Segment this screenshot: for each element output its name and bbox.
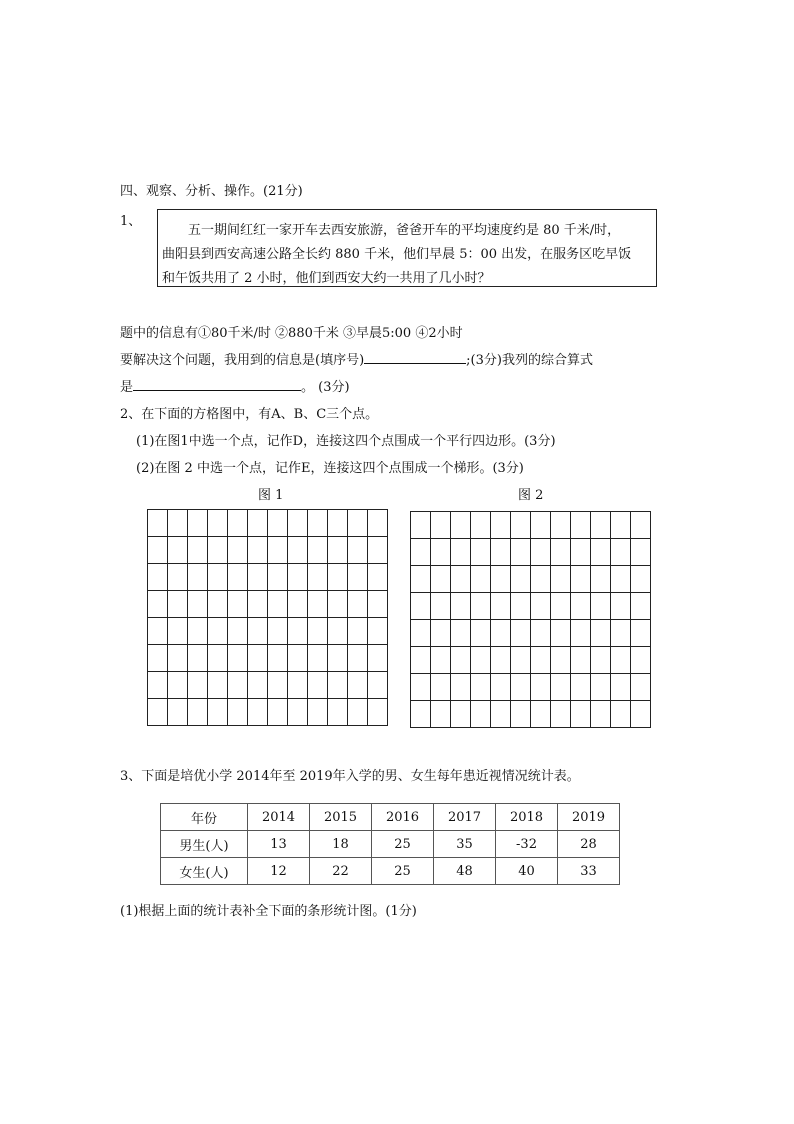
grid-row	[148, 645, 388, 672]
table-row-label: 男生(人)	[161, 831, 248, 858]
table-cell: 18	[310, 831, 372, 858]
grid-cell[interactable]	[531, 647, 551, 674]
q1-number: 1、	[120, 214, 142, 229]
q1-box-line-3: 和午饭共用了 2 小时，他们到西安大约一共用了几小时？	[162, 271, 491, 286]
grid-cell[interactable]	[471, 593, 491, 620]
grid-cell[interactable]	[248, 537, 268, 564]
grid-cell[interactable]	[348, 645, 368, 672]
grid-cell[interactable]	[411, 620, 431, 647]
figure1-grid[interactable]	[147, 509, 388, 726]
grid-cell[interactable]	[308, 699, 328, 726]
table-year-cell: 2019	[558, 804, 620, 831]
table-cell: 25	[372, 858, 434, 885]
grid-cell[interactable]	[451, 647, 471, 674]
grid-cell[interactable]	[591, 539, 611, 566]
grid-cell[interactable]	[611, 701, 631, 728]
grid-cell[interactable]	[471, 701, 491, 728]
grid-cell[interactable]	[511, 647, 531, 674]
grid-cell[interactable]	[591, 701, 611, 728]
q1-ask-prefix: 要解决这个问题，我用到的信息是(填序号)	[120, 353, 365, 368]
grid-cell[interactable]	[188, 618, 208, 645]
grid-cell[interactable]	[411, 593, 431, 620]
grid-cell[interactable]	[531, 566, 551, 593]
grid-cell[interactable]	[188, 537, 208, 564]
grid-cell[interactable]	[571, 512, 591, 539]
table-cell: 22	[310, 858, 372, 885]
grid-cell[interactable]	[228, 618, 248, 645]
grid-cell[interactable]	[631, 620, 651, 647]
q1-box-line-1: 五一期间红红一家开车去西安旅游，爸爸开车的平均速度约是 80 千米/时，	[188, 223, 621, 238]
grid-cell[interactable]	[551, 620, 571, 647]
grid-cell[interactable]	[168, 537, 188, 564]
grid-cell[interactable]	[551, 512, 571, 539]
grid-row	[148, 510, 388, 537]
table-header-row	[161, 804, 620, 831]
grid-cell[interactable]	[268, 591, 288, 618]
grid-cell[interactable]	[188, 672, 208, 699]
grid-cell[interactable]	[288, 672, 308, 699]
grid-cell[interactable]	[328, 618, 348, 645]
grid-cell[interactable]	[411, 701, 431, 728]
grid-cell[interactable]	[611, 566, 631, 593]
grid-cell[interactable]	[571, 647, 591, 674]
grid-row	[411, 674, 651, 701]
grid-cell[interactable]	[491, 620, 511, 647]
grid-cell[interactable]	[308, 510, 328, 537]
grid-cell[interactable]	[308, 537, 328, 564]
q1-formula-line	[120, 376, 350, 395]
table-cell: 35	[434, 831, 496, 858]
grid-cell[interactable]	[531, 512, 551, 539]
grid-cell[interactable]	[228, 645, 248, 672]
grid-cell[interactable]	[551, 647, 571, 674]
grid-row	[148, 699, 388, 726]
grid-cell[interactable]	[491, 539, 511, 566]
grid-row	[411, 701, 651, 728]
grid-cell[interactable]	[268, 564, 288, 591]
grid-cell[interactable]	[511, 674, 531, 701]
grid-cell[interactable]	[491, 593, 511, 620]
grid-cell[interactable]	[188, 564, 208, 591]
grid-row	[411, 512, 651, 539]
grid-cell[interactable]	[168, 618, 188, 645]
grid-cell[interactable]	[531, 701, 551, 728]
grid-cell[interactable]	[228, 672, 248, 699]
grid-cell[interactable]	[308, 672, 328, 699]
grid-cell[interactable]	[431, 566, 451, 593]
grid-cell[interactable]	[308, 591, 328, 618]
grid-cell[interactable]	[631, 647, 651, 674]
grid-cell[interactable]	[571, 593, 591, 620]
grid-cell[interactable]	[611, 674, 631, 701]
grid-cell[interactable]	[631, 593, 651, 620]
grid-cell[interactable]	[431, 593, 451, 620]
grid-cell[interactable]	[328, 510, 348, 537]
grid-cell[interactable]	[148, 618, 168, 645]
grid-cell[interactable]	[368, 618, 388, 645]
grid-cell[interactable]	[228, 510, 248, 537]
grid-cell[interactable]	[308, 645, 328, 672]
grid-cell[interactable]	[348, 537, 368, 564]
q1-info-answer-blank[interactable]	[364, 351, 466, 364]
grid-cell[interactable]	[471, 566, 491, 593]
grid-cell[interactable]	[328, 699, 348, 726]
grid-cell[interactable]	[451, 512, 471, 539]
grid-cell[interactable]	[288, 537, 308, 564]
grid-cell[interactable]	[511, 539, 531, 566]
grid-cell[interactable]	[228, 699, 248, 726]
grid-cell[interactable]	[288, 591, 308, 618]
table-year-cell: 2014	[248, 804, 310, 831]
grid-cell[interactable]	[491, 701, 511, 728]
grid-cell[interactable]	[188, 699, 208, 726]
table-row-boys	[161, 831, 620, 858]
table-year-cell: 2016	[372, 804, 434, 831]
grid-row	[411, 566, 651, 593]
grid-cell[interactable]	[168, 672, 188, 699]
q1-formula-prefix: 是	[120, 380, 134, 395]
grid-cell[interactable]	[148, 564, 168, 591]
grid-cell[interactable]	[591, 647, 611, 674]
grid-cell[interactable]	[591, 620, 611, 647]
grid-cell[interactable]	[471, 620, 491, 647]
grid-cell[interactable]	[168, 699, 188, 726]
grid-cell[interactable]	[368, 510, 388, 537]
grid-cell[interactable]	[268, 537, 288, 564]
myopia-stats-table	[160, 803, 620, 885]
grid-cell[interactable]	[611, 512, 631, 539]
grid-cell[interactable]	[611, 647, 631, 674]
grid-cell[interactable]	[611, 539, 631, 566]
grid-cell[interactable]	[208, 591, 228, 618]
grid-cell[interactable]	[348, 618, 368, 645]
table-cell: -32	[496, 831, 558, 858]
grid-cell[interactable]	[451, 593, 471, 620]
q1-problem-box	[157, 209, 657, 287]
grid-cell[interactable]	[571, 620, 591, 647]
grid-cell[interactable]	[228, 591, 248, 618]
grid-cell[interactable]	[511, 620, 531, 647]
grid-cell[interactable]	[571, 701, 591, 728]
grid-cell[interactable]	[368, 699, 388, 726]
grid-cell[interactable]	[148, 591, 168, 618]
q1-formula-answer-blank[interactable]	[133, 378, 301, 391]
table-cell: 40	[496, 858, 558, 885]
grid-cell[interactable]	[511, 512, 531, 539]
grid-cell[interactable]	[551, 539, 571, 566]
q2-stem: 2、在下面的方格图中，有A、B、C三个点。	[120, 407, 379, 422]
table-cell: 28	[558, 831, 620, 858]
grid-row	[148, 618, 388, 645]
grid-cell[interactable]	[208, 645, 228, 672]
grid-cell[interactable]	[491, 566, 511, 593]
grid-cell[interactable]	[471, 674, 491, 701]
grid-row	[411, 539, 651, 566]
q1-info-line: 题中的信息有①80千米/时 ②880千米 ③早晨5:00 ④2小时	[120, 326, 463, 341]
grid-cell[interactable]	[248, 591, 268, 618]
q2-sub2: (2)在图 2 中选一个点，记作E，连接这四个点围成一个梯形。(3分)	[136, 461, 524, 476]
grid-cell[interactable]	[631, 512, 651, 539]
grid-cell[interactable]	[491, 512, 511, 539]
grid-row	[148, 564, 388, 591]
grid-cell[interactable]	[268, 672, 288, 699]
grid-cell[interactable]	[451, 620, 471, 647]
grid-cell[interactable]	[228, 564, 248, 591]
grid-cell[interactable]	[148, 537, 168, 564]
grid-cell[interactable]	[471, 647, 491, 674]
grid-cell[interactable]	[631, 701, 651, 728]
grid-cell[interactable]	[248, 645, 268, 672]
grid-cell[interactable]	[208, 672, 228, 699]
grid-cell[interactable]	[531, 539, 551, 566]
grid-cell[interactable]	[288, 699, 308, 726]
grid-cell[interactable]	[248, 672, 268, 699]
grid-cell[interactable]	[571, 674, 591, 701]
grid-cell[interactable]	[168, 591, 188, 618]
grid-row	[148, 591, 388, 618]
figure2-label: 图 2	[518, 488, 544, 503]
grid-cell[interactable]	[571, 539, 591, 566]
grid-cell[interactable]	[411, 674, 431, 701]
grid-cell[interactable]	[471, 539, 491, 566]
grid-cell[interactable]	[248, 510, 268, 537]
table-row-label: 女生(人)	[161, 858, 248, 885]
grid-row	[411, 593, 651, 620]
grid-cell[interactable]	[591, 512, 611, 539]
grid-cell[interactable]	[451, 674, 471, 701]
grid-cell[interactable]	[208, 510, 228, 537]
grid-cell[interactable]	[411, 647, 431, 674]
grid-cell[interactable]	[348, 564, 368, 591]
grid-cell[interactable]	[451, 539, 471, 566]
grid-cell[interactable]	[431, 647, 451, 674]
grid-cell[interactable]	[288, 618, 308, 645]
grid-cell[interactable]	[591, 593, 611, 620]
grid-cell[interactable]	[328, 591, 348, 618]
grid-cell[interactable]	[268, 699, 288, 726]
grid-cell[interactable]	[348, 591, 368, 618]
table-cell: 48	[434, 858, 496, 885]
grid-cell[interactable]	[188, 510, 208, 537]
grid-cell[interactable]	[511, 593, 531, 620]
grid-cell[interactable]	[368, 672, 388, 699]
grid-cell[interactable]	[431, 674, 451, 701]
q1-ask-line	[120, 349, 593, 368]
grid-cell[interactable]	[328, 564, 348, 591]
grid-cell[interactable]	[248, 564, 268, 591]
grid-row	[148, 672, 388, 699]
q3-sub1: (1)根据上面的统计表补全下面的条形统计图。(1分)	[120, 904, 417, 919]
grid-cell[interactable]	[268, 618, 288, 645]
grid-cell[interactable]	[431, 512, 451, 539]
grid-cell[interactable]	[531, 593, 551, 620]
grid-cell[interactable]	[411, 566, 431, 593]
grid-cell[interactable]	[511, 701, 531, 728]
grid-cell[interactable]	[631, 674, 651, 701]
grid-cell[interactable]	[348, 699, 368, 726]
grid-cell[interactable]	[591, 566, 611, 593]
grid-cell[interactable]	[148, 510, 168, 537]
grid-cell[interactable]	[551, 593, 571, 620]
section-heading: 四、观察、分析、操作。(21分)	[120, 184, 303, 199]
table-cell: 25	[372, 831, 434, 858]
grid-cell[interactable]	[208, 699, 228, 726]
grid-cell[interactable]	[248, 699, 268, 726]
grid-cell[interactable]	[368, 564, 388, 591]
grid-cell[interactable]	[308, 564, 328, 591]
grid-cell[interactable]	[308, 618, 328, 645]
grid-cell[interactable]	[148, 699, 168, 726]
grid-cell[interactable]	[148, 645, 168, 672]
q1-formula-suffix: 。 (3分)	[301, 380, 350, 395]
grid-cell[interactable]	[631, 539, 651, 566]
table-cell: 13	[248, 831, 310, 858]
grid-cell[interactable]	[268, 510, 288, 537]
grid-cell[interactable]	[228, 537, 248, 564]
grid-cell[interactable]	[268, 645, 288, 672]
grid-cell[interactable]	[208, 618, 228, 645]
grid-cell[interactable]	[471, 512, 491, 539]
grid-cell[interactable]	[148, 672, 168, 699]
grid-cell[interactable]	[571, 566, 591, 593]
grid-cell[interactable]	[208, 537, 228, 564]
grid-cell[interactable]	[591, 674, 611, 701]
grid-cell[interactable]	[531, 674, 551, 701]
grid-cell[interactable]	[551, 674, 571, 701]
grid-cell[interactable]	[328, 645, 348, 672]
grid-cell[interactable]	[551, 566, 571, 593]
grid-cell[interactable]	[511, 566, 531, 593]
q1-box-line-2: 曲阳县到西安高速公路全长约 880 千米，他们早晨 5：00 出发，在服务区吃早饭	[162, 247, 632, 262]
grid-cell[interactable]	[611, 620, 631, 647]
grid-row	[411, 647, 651, 674]
grid-cell[interactable]	[411, 512, 431, 539]
grid-cell[interactable]	[188, 645, 208, 672]
table-cell: 33	[558, 858, 620, 885]
grid-row	[411, 620, 651, 647]
table-cell: 12	[248, 858, 310, 885]
grid-cell[interactable]	[431, 539, 451, 566]
grid-cell[interactable]	[368, 645, 388, 672]
grid-cell[interactable]	[328, 672, 348, 699]
grid-cell[interactable]	[328, 537, 348, 564]
grid-cell[interactable]	[168, 564, 188, 591]
grid-cell[interactable]	[411, 539, 431, 566]
grid-cell[interactable]	[611, 593, 631, 620]
grid-row	[148, 537, 388, 564]
q1-ask-suffix: ;(3分)我列的综合算式	[466, 353, 593, 368]
grid-cell[interactable]	[348, 672, 368, 699]
grid-cell[interactable]	[551, 701, 571, 728]
grid-cell[interactable]	[368, 591, 388, 618]
grid-cell[interactable]	[348, 510, 368, 537]
grid-cell[interactable]	[431, 620, 451, 647]
grid-cell[interactable]	[248, 618, 268, 645]
grid-cell[interactable]	[168, 510, 188, 537]
grid-cell[interactable]	[431, 701, 451, 728]
table-row-girls	[161, 858, 620, 885]
q3-stem: 3、下面是培优小学 2014年至 2019年入学的男、女生每年患近视情况统计表。	[120, 769, 580, 784]
table-year-cell: 2017	[434, 804, 496, 831]
figure1-label: 图 1	[258, 488, 284, 503]
grid-cell[interactable]	[451, 701, 471, 728]
grid-cell[interactable]	[208, 564, 228, 591]
grid-cell[interactable]	[168, 645, 188, 672]
grid-cell[interactable]	[491, 674, 511, 701]
grid-cell[interactable]	[368, 537, 388, 564]
grid-cell[interactable]	[288, 645, 308, 672]
q2-sub1: (1)在图1中选一个点，记作D，连接这四个点围成一个平行四边形。(3分)	[136, 434, 556, 449]
grid-cell[interactable]	[188, 591, 208, 618]
grid-cell[interactable]	[531, 620, 551, 647]
grid-cell[interactable]	[631, 566, 651, 593]
grid-cell[interactable]	[288, 564, 308, 591]
figure2-grid[interactable]	[410, 511, 651, 728]
grid-cell[interactable]	[451, 566, 471, 593]
grid-cell[interactable]	[288, 510, 308, 537]
table-year-cell: 2015	[310, 804, 372, 831]
table-header-label: 年份	[161, 804, 248, 831]
table-year-cell: 2018	[496, 804, 558, 831]
grid-cell[interactable]	[491, 647, 511, 674]
